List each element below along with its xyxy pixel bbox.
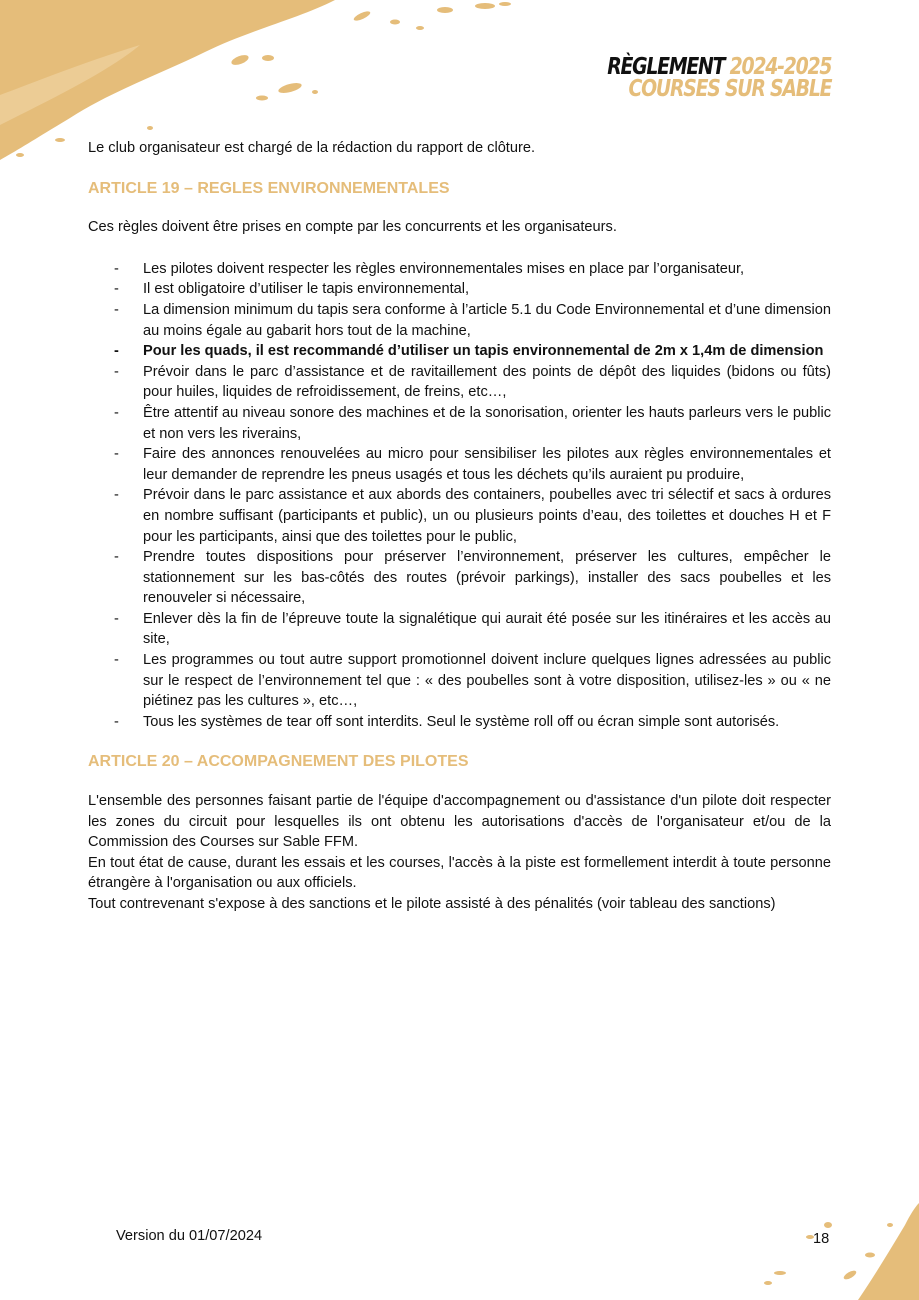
sand-brush-bottom-decoration — [740, 1195, 919, 1300]
article-19-heading: ARTICLE 19 – REGLES ENVIRONNEMENTALES — [88, 179, 450, 197]
article-19-rules-list — [88, 259, 831, 733]
rule-text: Prévoir dans le parc assistance et aux abords des containers, poubelles avec tri sélectif et sacs à ordures en nombre suffisant (participants et public), un ou plusieurs points d’eau, des toilettes et douches H et F pour les participants, ainsi que des toilettes pour le public, — [143, 487, 831, 545]
rule-text: Il est obligatoire d’utiliser le tapis environnemental, — [143, 281, 470, 298]
document-header-logo — [607, 56, 831, 100]
list-dash-marker: - — [114, 713, 119, 730]
rule-list-item — [88, 547, 831, 609]
page-number: 18 — [813, 1231, 830, 1247]
list-dash-marker: - — [114, 404, 119, 421]
list-dash-marker: - — [114, 301, 119, 318]
rule-list-item — [88, 341, 831, 362]
rule-text: Prévoir dans le parc d’assistance et de ravitaillement des points de dépôt des liquides (bidons ou fûts) pour huiles, liquides de refroidissement, de freins, etc…, — [143, 363, 831, 401]
article-20-body — [88, 791, 831, 915]
header-title-season: 2024-2025 — [729, 54, 831, 80]
list-dash-marker: - — [114, 363, 119, 380]
rule-list-item — [88, 650, 831, 712]
list-dash-marker: - — [114, 610, 119, 627]
list-dash-marker: - — [114, 260, 119, 277]
article-20-heading: ARTICLE 20 – ACCOMPAGNEMENT DES PILOTES — [88, 753, 469, 771]
article-20-paragraph: L'ensemble des personnes faisant partie de l'équipe d'accompagnement ou d'assistance d'un pilote doit respecter les zones du circuit pour lesquelles ils ont obtenu les autorisations d'accès de l'organisateur et/ou de la Commission des Courses sur Sable FFM. — [88, 793, 831, 851]
list-dash-marker: - — [114, 446, 119, 463]
header-title-reglement: RÈGLEMENT — [606, 54, 724, 80]
rule-text: Les pilotes doivent respecter les règles environnementales mises en place par l’organisateur, — [143, 260, 745, 277]
rule-text: La dimension minimum du tapis sera conforme à l’article 5.1 du Code Environnemental et d’une dimension au moins égale au gabarit hors tout de la machine, — [143, 301, 831, 339]
rule-list-item — [88, 259, 831, 280]
list-dash-marker: - — [114, 281, 119, 298]
rule-text: Pour les quads, il est recommandé d’utiliser un tapis environnemental de 2m x 1,4m de dimension — [143, 343, 824, 360]
rule-list-item — [88, 712, 831, 733]
rule-list-item — [88, 444, 831, 485]
footer-version: Version du 01/07/2024 — [116, 1228, 263, 1244]
rule-list-item — [88, 362, 831, 403]
list-dash-marker: - — [114, 652, 119, 669]
list-dash-marker: - — [114, 549, 119, 566]
rule-text: Tous les systèmes de tear off sont interdits. Seul le système roll off ou écran simple sont autorisés. — [143, 713, 780, 730]
document-body — [88, 138, 831, 915]
rule-text: Être attentif au niveau sonore des machines et de la sonorisation, orienter les hauts parleurs vers le public et non vers les riverains, — [143, 404, 831, 442]
rule-list-item — [88, 403, 831, 444]
article-20-paragraph: Tout contrevenant s'expose à des sanctions et le pilote assisté à des pénalités (voir tableau des sanctions) — [88, 896, 776, 912]
article-19-intro: Ces règles doivent être prises en compte par les concurrents et les organisateurs. — [88, 219, 617, 236]
rule-text: Prendre toutes dispositions pour préserver l’environnement, préserver les cultures, empêcher le stationnement sur les bas-côtés des routes (prévoir parkings), installer des sacs poubelles et les renouveler si nécessaire, — [143, 549, 831, 607]
rule-text: Faire des annonces renouvelées au micro pour sensibiliser les pilotes aux règles environnementales et leur demander de reprendre les pneus usagés et tous les déchets qu’ils auraient pu produire, — [143, 446, 831, 483]
rule-list-item — [88, 485, 831, 547]
rule-list-item — [88, 279, 831, 300]
header-subtitle: COURSES SUR SABLE — [628, 76, 831, 102]
list-dash-marker: - — [114, 343, 119, 360]
list-dash-marker: - — [114, 487, 119, 504]
intro-paragraph: Le club organisateur est chargé de la rédaction du rapport de clôture. — [88, 140, 536, 156]
rule-list-item — [88, 609, 831, 650]
rule-list-item — [88, 300, 831, 341]
article-20-paragraph: En tout état de cause, durant les essais et les courses, l'accès à la piste est formellement interdit à toute personne étrangère à l'organisation ou aux officiels. — [88, 854, 831, 892]
rule-text: Enlever dès la fin de l’épreuve toute la signalétique qui aurait été posée sur les itinéraires et les accès au site, — [143, 610, 831, 648]
rule-text: Les programmes ou tout autre support promotionnel doivent inclure quelques lignes adressées au public sur le respect de l’environnement tel que : « des poubelles sont à votre disposition, utilisez-les » ou « ne piétinez pas les cultures », etc…, — [143, 652, 831, 710]
